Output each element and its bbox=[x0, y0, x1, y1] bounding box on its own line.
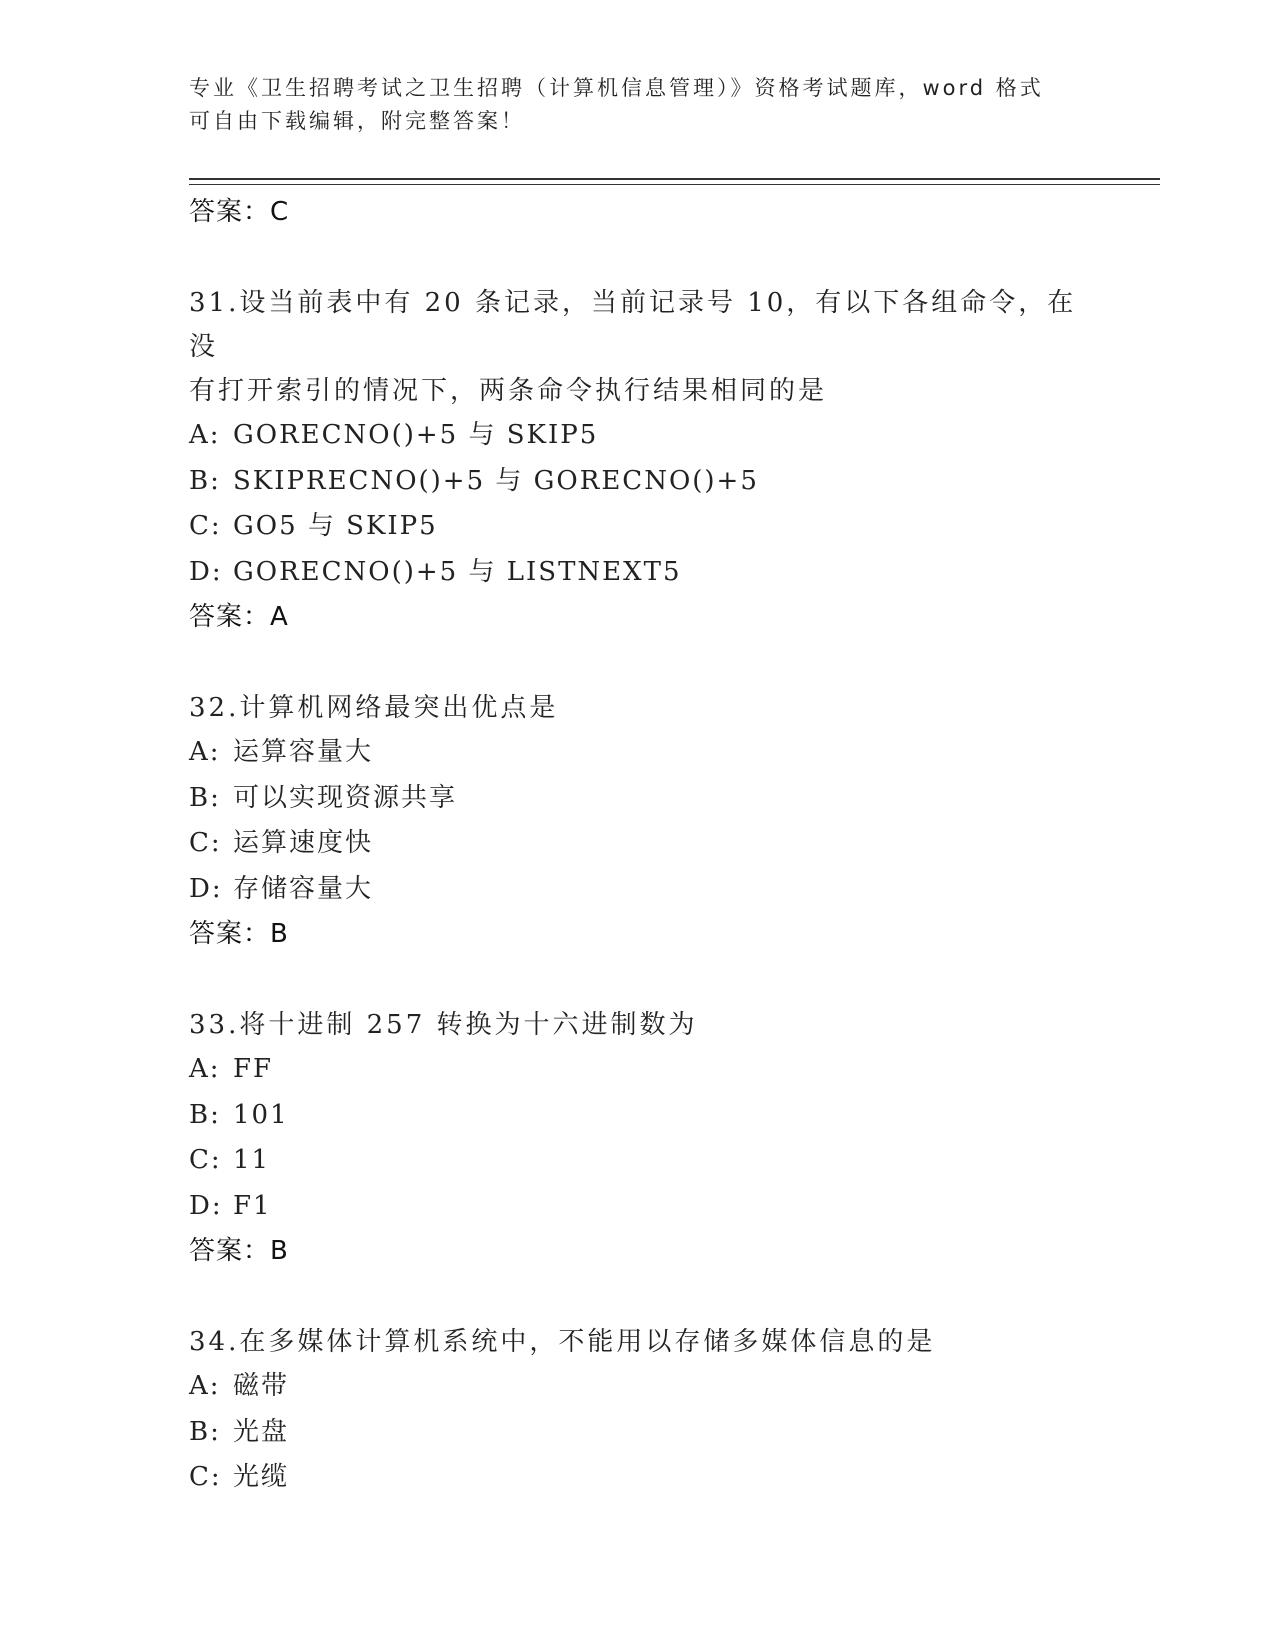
header-divider-thin bbox=[189, 184, 1160, 185]
question-stem bbox=[189, 686, 1089, 730]
question-stem-line: 有打开索引的情况下，两条命令执行结果相同的是 bbox=[189, 376, 828, 406]
option-d bbox=[189, 550, 1089, 596]
header-line-1: 专业《卫生招聘考试之卫生招聘（计算机信息管理）》资格考试题库，word 格式 bbox=[189, 76, 1044, 100]
question-31 bbox=[189, 281, 1089, 639]
option-key: B: bbox=[189, 465, 221, 496]
question-stem-line: 34.在多媒体计算机系统中，不能用以存储多媒体信息的是 bbox=[189, 1327, 936, 1357]
option-text: 磁带 bbox=[233, 1371, 290, 1401]
question-stem bbox=[189, 281, 1089, 413]
option-a bbox=[189, 730, 1089, 776]
answer-line: 答案：C bbox=[189, 197, 290, 227]
question-stem bbox=[189, 1320, 1089, 1364]
option-text: GORECNO()+5 与 SKIP5 bbox=[233, 420, 599, 450]
question-stem-line: 31.设当前表中有 20 条记录，当前记录号 10，有以下各组命令，在没 bbox=[189, 288, 1077, 362]
question-stem-line: 33.将十进制 257 转换为十六进制数为 bbox=[189, 1010, 698, 1040]
option-a bbox=[189, 1047, 1089, 1093]
option-key: D: bbox=[189, 556, 223, 587]
header-line-2: 可自由下载编辑，附完整答案！ bbox=[189, 109, 525, 133]
option-text: 101 bbox=[233, 1099, 289, 1130]
option-text: 存储容量大 bbox=[233, 873, 374, 904]
option-text: 运算速度快 bbox=[233, 828, 374, 858]
option-key: B: bbox=[189, 1099, 221, 1130]
option-key: B: bbox=[189, 1416, 221, 1447]
option-b bbox=[189, 459, 1089, 505]
option-key: A: bbox=[189, 1371, 221, 1401]
question-33 bbox=[189, 1003, 1089, 1273]
option-key: C: bbox=[189, 828, 222, 858]
option-c bbox=[189, 821, 1089, 867]
option-a bbox=[189, 413, 1089, 459]
option-key: C: bbox=[189, 1145, 222, 1175]
option-b bbox=[189, 1410, 1089, 1456]
option-d bbox=[189, 1184, 1089, 1230]
option-key: A: bbox=[189, 420, 221, 450]
option-key: C: bbox=[189, 511, 222, 541]
option-key: A: bbox=[189, 737, 221, 767]
option-key: D: bbox=[189, 873, 223, 904]
header-divider-thick bbox=[189, 178, 1160, 180]
option-text: 运算容量大 bbox=[233, 737, 374, 767]
option-text: F1 bbox=[233, 1190, 272, 1221]
option-text: FF bbox=[233, 1054, 274, 1084]
option-b bbox=[189, 1093, 1089, 1139]
option-d bbox=[189, 867, 1089, 913]
option-b bbox=[189, 776, 1089, 822]
answer-line: 答案：B bbox=[189, 1236, 289, 1266]
answer-line: 答案：B bbox=[189, 919, 289, 949]
option-key: A: bbox=[189, 1054, 221, 1084]
document-header bbox=[189, 72, 1089, 138]
option-c bbox=[189, 1455, 1089, 1501]
question-34 bbox=[189, 1320, 1089, 1501]
question-32 bbox=[189, 686, 1089, 956]
option-c bbox=[189, 504, 1089, 550]
option-key: C: bbox=[189, 1462, 222, 1492]
option-c bbox=[189, 1138, 1089, 1184]
answer-line: 答案：A bbox=[189, 602, 289, 632]
option-text: 光缆 bbox=[233, 1462, 290, 1492]
question-stem-line: 32.计算机网络最突出优点是 bbox=[189, 693, 559, 723]
option-text: 光盘 bbox=[233, 1416, 290, 1447]
option-text: GORECNO()+5 与 LISTNEXT5 bbox=[233, 556, 682, 587]
option-key: D: bbox=[189, 1190, 223, 1221]
option-key: B: bbox=[189, 782, 221, 813]
question-list bbox=[189, 190, 1089, 1548]
question-stem bbox=[189, 1003, 1089, 1047]
option-text: SKIPRECNO()+5 与 GORECNO()+5 bbox=[233, 465, 759, 496]
option-text: GO5 与 SKIP5 bbox=[233, 511, 438, 541]
option-text: 11 bbox=[233, 1145, 271, 1175]
option-a bbox=[189, 1364, 1089, 1410]
option-text: 可以实现资源共享 bbox=[233, 782, 458, 813]
